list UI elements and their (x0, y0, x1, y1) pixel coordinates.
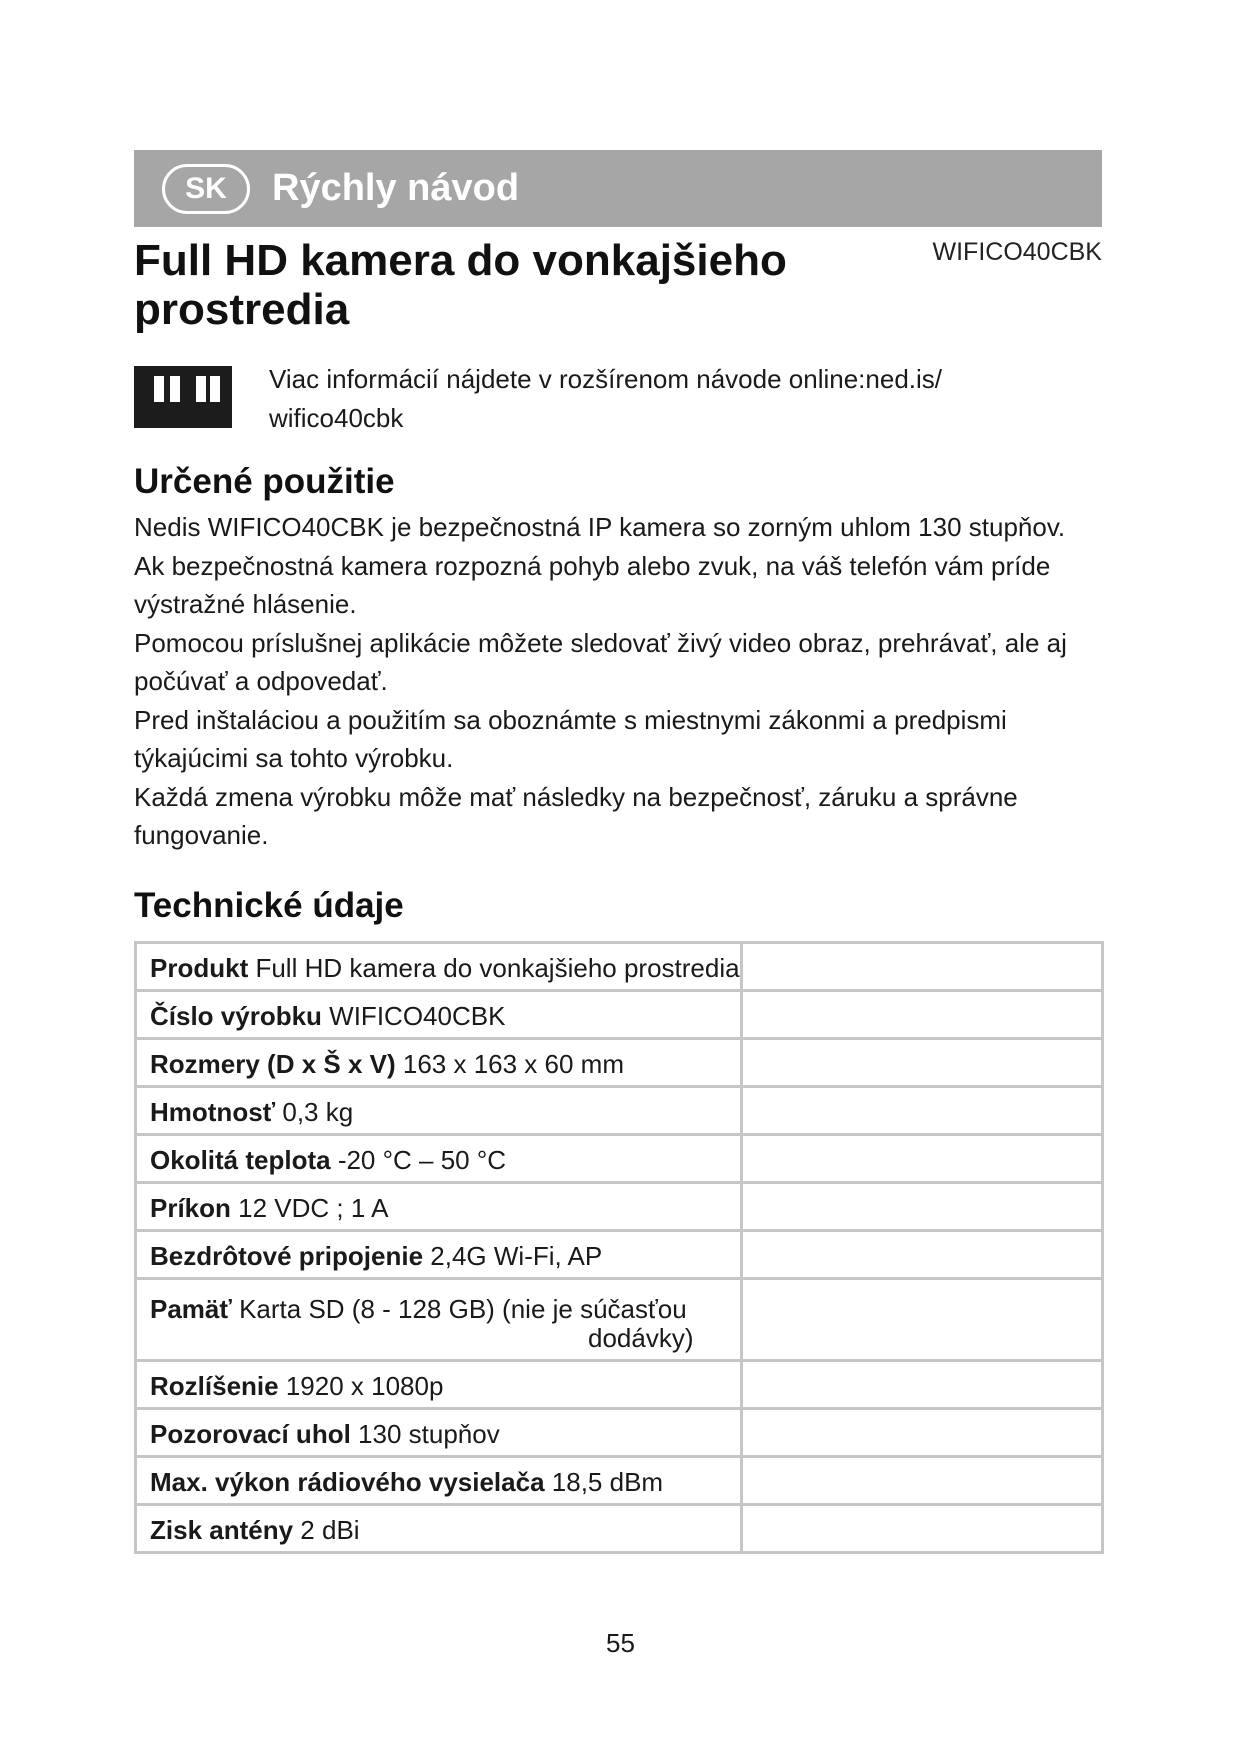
table-row (136, 1457, 1103, 1505)
table-row (136, 1279, 1103, 1361)
spec-value: 2,4G Wi-Fi, AP (430, 1241, 603, 1271)
spec-label: Hmotnosť (150, 1097, 276, 1127)
online-manual-info (269, 360, 1029, 438)
spec-value: 1920 x 1080p (285, 1371, 444, 1401)
spec-value-continuation: dodávky) (588, 1323, 694, 1353)
section-banner (134, 150, 1102, 227)
spec-label: Rozmery (D x Š x V) (150, 1049, 396, 1079)
spec-label: Max. výkon rádiového vysielača (150, 1467, 545, 1497)
intended-use-paragraph: Každá zmena výrobku môže mať následky na bezpečnosť, záruku a správne fungovanie. (134, 781, 1018, 850)
intended-use-paragraph: Pomocou príslušnej aplikácie môžete sledovať živý video obraz, prehrávať, ale aj počúvať a odpovedať. (134, 627, 1067, 696)
spec-label: Pamäť (150, 1294, 232, 1324)
intended-use-paragraph: Ak bezpečnostná kamera rozpozná pohyb alebo zvuk, na váš telefón vám príde výstražné hlásenie. (134, 550, 1051, 619)
spec-value: 18,5 dBm (551, 1467, 664, 1497)
spec-label: Príkon (150, 1193, 231, 1223)
table-row (136, 1361, 1103, 1409)
table-row (136, 1087, 1103, 1135)
intended-use-paragraph: Nedis WIFICO40CBK je bezpečnostná IP kamera so zorným uhlom 130 stupňov. (134, 512, 1066, 542)
table-row (136, 1505, 1103, 1553)
spec-value: 163 x 163 x 60 mm (402, 1049, 624, 1079)
spec-value: Karta SD (8 - 128 GB) (nie je súčasťou (239, 1294, 687, 1324)
spec-label: Zisk antény (150, 1515, 294, 1545)
table-row (136, 1183, 1103, 1231)
spec-value: 0,3 kg (282, 1097, 354, 1127)
intended-use-heading: Určené použitie (134, 462, 395, 501)
table-row (136, 991, 1103, 1039)
document-title: Full HD kamera do vonkajšieho prostredia (134, 236, 787, 334)
spec-label: Pozorovací uhol (150, 1419, 351, 1449)
model-number: WIFICO40CBK (932, 238, 1102, 266)
manual-book-icon (134, 366, 232, 428)
spec-value: Full HD kamera do vonkajšieho prostredia (255, 953, 740, 983)
spec-label: Rozlíšenie (150, 1371, 279, 1401)
spec-label: Okolitá teplota (150, 1145, 331, 1175)
tech-specs-heading: Technické údaje (134, 886, 404, 925)
table-row (136, 1039, 1103, 1087)
intended-use-paragraph: Pred inštaláciou a použitím sa oboznámte s miestnymi zákonmi a predpismi týkajúcimi sa tohto výrobku. (134, 704, 1007, 773)
intended-use-body (134, 508, 1104, 855)
info-line-1: Viac informácií nájdete v rozšírenom návode online:ned.is/ (269, 364, 943, 394)
table-row (136, 1409, 1103, 1457)
spec-label: Číslo výrobku (150, 1001, 322, 1031)
language-badge: SK (162, 164, 250, 214)
specs-table (134, 941, 1104, 1554)
spec-value: WIFICO40CBK (329, 1001, 506, 1031)
spec-value: -20 °C – 50 °C (337, 1145, 507, 1175)
spec-label: Produkt (150, 953, 249, 983)
info-line-2: wifico40cbk (269, 403, 404, 433)
banner-title: Rýchly návod (272, 167, 520, 209)
table-row (136, 1135, 1103, 1183)
spec-value: 2 dBi (300, 1515, 360, 1545)
spec-value: 12 VDC ; 1 A (238, 1193, 389, 1223)
table-row (136, 1231, 1103, 1279)
spec-value: 130 stupňov (358, 1419, 500, 1449)
table-row (136, 943, 1103, 991)
page-number: 55 (606, 1628, 635, 1658)
spec-label: Bezdrôtové pripojenie (150, 1241, 424, 1271)
